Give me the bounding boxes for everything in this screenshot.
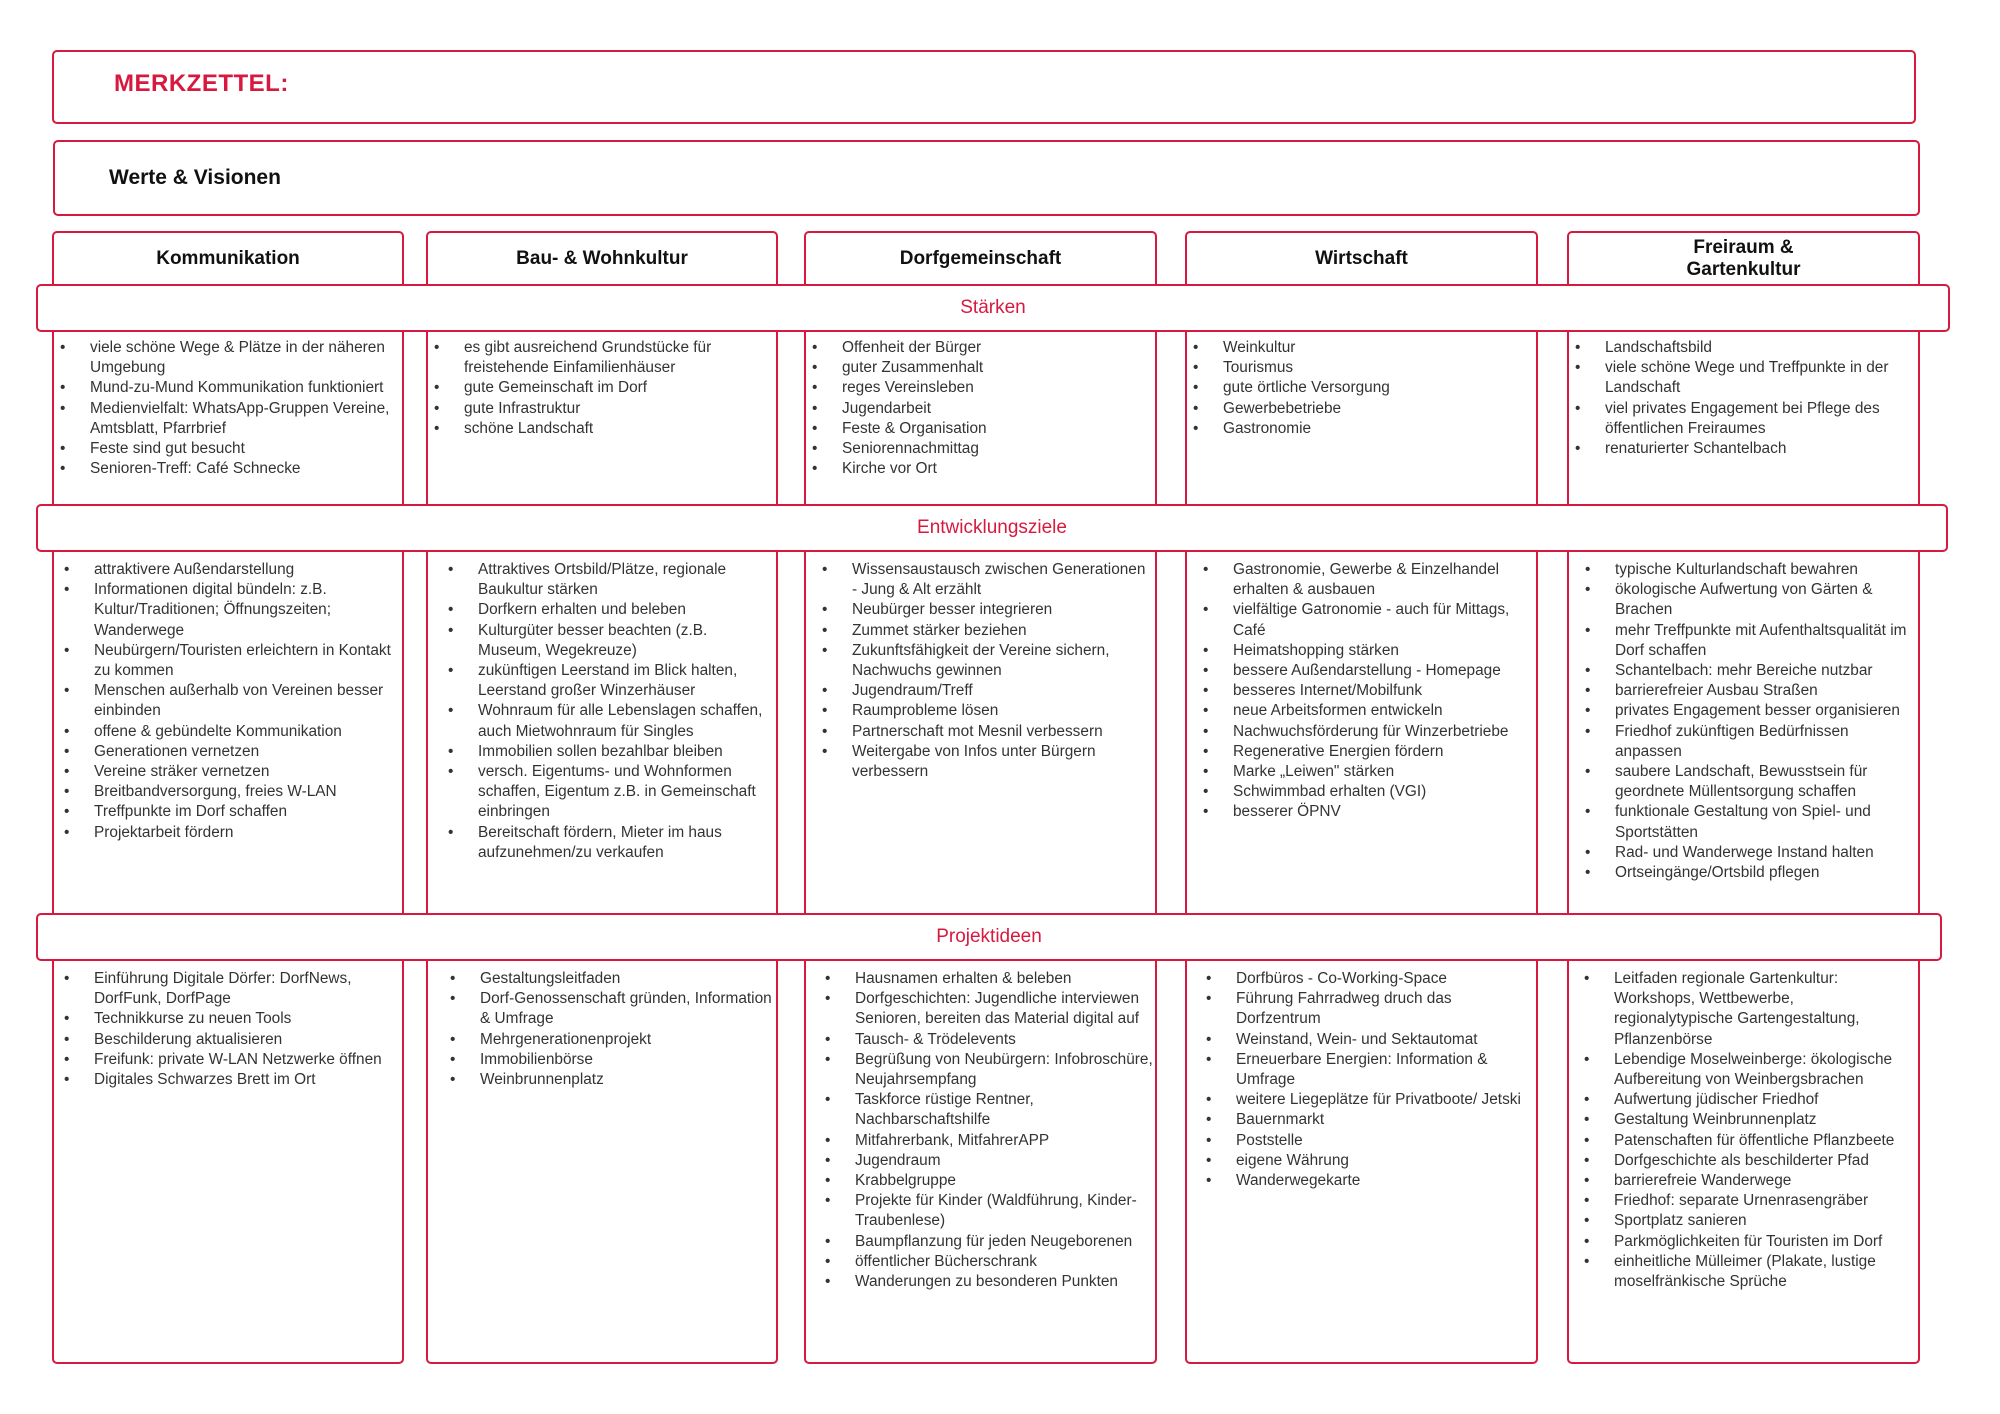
list-item: • Kirche vor Ort xyxy=(808,459,1153,479)
list-item: • Bereitschaft fördern, Mieter im haus aufzunehmen/zu verkaufen xyxy=(444,823,774,863)
list-item: • saubere Landschaft, Bewusstsein für geordnete Müllentsorgung schaffen xyxy=(1581,762,1916,802)
list-item: • Zukunftsfähigkeit der Vereine sichern, Nachwuchs gewinnen xyxy=(818,641,1153,681)
list-staerken-wirtschaft xyxy=(1189,338,1534,439)
list-item: • Weinbrunnenplatz xyxy=(446,1070,774,1090)
list-item: • Mund-zu-Mund Kommunikation funktioniert xyxy=(56,378,400,398)
page-title: MERKZETTEL: xyxy=(114,70,289,97)
list-item: • typische Kulturlandschaft bewahren xyxy=(1581,560,1916,580)
list-item: • Ortseingänge/Ortsbild pflegen xyxy=(1581,863,1916,883)
list-item: • Jugendraum/Treff xyxy=(818,681,1153,701)
list-staerken-kommunikation xyxy=(56,338,400,479)
list-item: • Breitbandversorgung, freies W-LAN xyxy=(60,782,400,802)
list-item: • Lebendige Moselweinberge: ökologische Aufbereitung von Weinbergsbrachen xyxy=(1580,1050,1916,1090)
list-item: • Landschaftsbild xyxy=(1571,338,1916,358)
list-item: • Baumpflanzung für jeden Neugeborenen xyxy=(821,1232,1153,1252)
band-staerken: Stärken xyxy=(36,284,1950,332)
list-item: • Menschen außerhalb von Vereinen besser einbinden xyxy=(60,681,400,721)
list-item: • Immobilienbörse xyxy=(446,1050,774,1070)
list-item: • Treffpunkte im Dorf schaffen xyxy=(60,802,400,822)
list-item: • Dorfbüros - Co-Working-Space xyxy=(1202,969,1534,989)
list-item: • schöne Landschaft xyxy=(430,419,774,439)
list-item: • besserer ÖPNV xyxy=(1199,802,1534,822)
list-item: • Dorfgeschichte als beschilderter Pfad xyxy=(1580,1151,1916,1171)
list-projekte-wirtschaft xyxy=(1202,969,1534,1191)
list-item: • attraktivere Außendarstellung xyxy=(60,560,400,580)
list-item: • Senioren-Treff: Café Schnecke xyxy=(56,459,400,479)
list-item: • Nachwuchsförderung für Winzerbetriebe xyxy=(1199,722,1534,742)
section-title: Werte & Visionen xyxy=(109,166,281,189)
list-item: • Rad- und Wanderwege Instand halten xyxy=(1581,843,1916,863)
band-projektideen: Projektideen xyxy=(36,913,1942,961)
list-item: • Krabbelgruppe xyxy=(821,1171,1153,1191)
list-item: • Generationen vernetzen xyxy=(60,742,400,762)
list-item: • Vereine sträker vernetzen xyxy=(60,762,400,782)
list-staerken-freiraum xyxy=(1571,338,1916,459)
list-item: • Poststelle xyxy=(1202,1131,1534,1151)
list-item: • Tourismus xyxy=(1189,358,1534,378)
list-item: • guter Zusammenhalt xyxy=(808,358,1153,378)
list-projekte-freiraum xyxy=(1580,969,1916,1292)
list-item: • Heimatshopping stärken xyxy=(1199,641,1534,661)
list-item: • Jugendarbeit xyxy=(808,399,1153,419)
list-item: • Regenerative Energien fördern xyxy=(1199,742,1534,762)
list-item: • ökologische Aufwertung von Gärten & Brachen xyxy=(1581,580,1916,620)
band-entwicklungsziele: Entwicklungsziele xyxy=(36,504,1948,552)
list-item: • Seniorennachmittag xyxy=(808,439,1153,459)
list-item: • eigene Währung xyxy=(1202,1151,1534,1171)
list-item: • renaturierter Schantelbach xyxy=(1571,439,1916,459)
list-item: • Wanderwegekarte xyxy=(1202,1171,1534,1191)
list-item: • Schwimmbad erhalten (VGI) xyxy=(1199,782,1534,802)
list-item: • Taskforce rüstige Rentner, Nachbarschaftshilfe xyxy=(821,1090,1153,1130)
list-item: • viel privates Engagement bei Pflege des öffentlichen Freiraumes xyxy=(1571,399,1916,439)
list-item: • Friedhof: separate Urnenrasengräber xyxy=(1580,1191,1916,1211)
list-item: • Einführung Digitale Dörfer: DorfNews, DorfFunk, DorfPage xyxy=(60,969,400,1009)
list-item: • es gibt ausreichend Grundstücke für freistehende Einfamilienhäuser xyxy=(430,338,774,378)
list-item: • Kulturgüter besser beachten (z.B. Museum, Wegekreuze) xyxy=(444,621,774,661)
list-item: • Partnerschaft mot Mesnil verbessern xyxy=(818,722,1153,742)
list-projekte-kommunikation xyxy=(60,969,400,1090)
list-item: • barrierefreier Ausbau Straßen xyxy=(1581,681,1916,701)
column-header: Wirtschaft xyxy=(1315,247,1408,269)
list-item: • Weitergabe von Infos unter Bürgern verbessern xyxy=(818,742,1153,782)
list-item: • versch. Eigentums- und Wohnformen schaffen, Eigentum z.B. in Gemeinschaft einbringen xyxy=(444,762,774,823)
list-item: • Mitfahrerbank, MitfahrerAPP xyxy=(821,1131,1153,1151)
list-item: • Wanderungen zu besonderen Punkten xyxy=(821,1272,1153,1292)
list-item: • gute Gemeinschaft im Dorf xyxy=(430,378,774,398)
list-item: • Attraktives Ortsbild/Plätze, regionale Baukultur stärken xyxy=(444,560,774,600)
list-item: • viele schöne Wege und Treffpunkte in der Landschaft xyxy=(1571,358,1916,398)
list-item: • Immobilien sollen bezahlbar bleiben xyxy=(444,742,774,762)
list-item: • öffentlicher Bücherschrank xyxy=(821,1252,1153,1272)
list-ziele-freiraum xyxy=(1581,560,1916,883)
list-item: • Leitfaden regionale Gartenkultur: Workshops, Wettbewerbe, regionalytypische Gartengestaltung, Pflanzenbörse xyxy=(1580,969,1916,1050)
list-item: • Marke „Leiwen" stärken xyxy=(1199,762,1534,782)
list-item: • reges Vereinsleben xyxy=(808,378,1153,398)
list-item: • weitere Liegeplätze für Privatboote/ Jetski xyxy=(1202,1090,1534,1110)
list-item: • Bauernmarkt xyxy=(1202,1110,1534,1130)
list-item: • Begrüßung von Neubürgern: Infobroschüre, Neujahrsempfang xyxy=(821,1050,1153,1090)
title-box xyxy=(52,50,1916,124)
list-item: • Digitales Schwarzes Brett im Ort xyxy=(60,1070,400,1090)
list-item: • Beschilderung aktualisieren xyxy=(60,1030,400,1050)
list-item: • neue Arbeitsformen entwickeln xyxy=(1199,701,1534,721)
list-item: • Informationen digital bündeln: z.B. Kultur/Traditionen; Öffnungszeiten; Wanderwege xyxy=(60,580,400,641)
list-item: • Feste sind gut besucht xyxy=(56,439,400,459)
list-item: • Gastronomie, Gewerbe & Einzelhandel erhalten & ausbauen xyxy=(1199,560,1534,600)
list-item: • Wohnraum für alle Lebenslagen schaffen, auch Mietwohnraum für Singles xyxy=(444,701,774,741)
list-item: • Tausch- & Trödelevents xyxy=(821,1030,1153,1050)
list-item: • Weinkultur xyxy=(1189,338,1534,358)
list-item: • offene & gebündelte Kommunikation xyxy=(60,722,400,742)
column-header: Kommunikation xyxy=(156,247,300,269)
list-item: • funktionale Gestaltung von Spiel- und Sportstätten xyxy=(1581,802,1916,842)
list-item: • Mehrgenerationenprojekt xyxy=(446,1030,774,1050)
list-item: • Patenschaften für öffentliche Pflanzbeete xyxy=(1580,1131,1916,1151)
list-item: • Führung Fahrradweg druch das Dorfzentrum xyxy=(1202,989,1534,1029)
list-item: • Projekte für Kinder (Waldführung, Kinder-Traubenlese) xyxy=(821,1191,1153,1231)
list-item: • Gastronomie xyxy=(1189,419,1534,439)
list-ziele-dorf xyxy=(818,560,1153,782)
list-item: • bessere Außendarstellung - Homepage xyxy=(1199,661,1534,681)
list-item: • privates Engagement besser organisieren xyxy=(1581,701,1916,721)
list-item: • mehr Treffpunkte mit Aufenthaltsqualität im Dorf schaffen xyxy=(1581,621,1916,661)
list-item: • Medienvielfalt: WhatsApp-Gruppen Vereine, Amtsblatt, Pfarrbrief xyxy=(56,399,400,439)
list-item: • Jugendraum xyxy=(821,1151,1153,1171)
list-ziele-kommunikation xyxy=(60,560,400,843)
list-item: • Dorfkern erhalten und beleben xyxy=(444,600,774,620)
list-item: • Feste & Organisation xyxy=(808,419,1153,439)
list-staerken-bau xyxy=(430,338,774,439)
list-item: • Friedhof zukünftigen Bedürfnissen anpassen xyxy=(1581,722,1916,762)
list-item: • Sportplatz sanieren xyxy=(1580,1211,1916,1231)
list-item: • Dorf-Genossenschaft gründen, Information & Umfrage xyxy=(446,989,774,1029)
list-item: • gute örtliche Versorgung xyxy=(1189,378,1534,398)
list-item: • Offenheit der Bürger xyxy=(808,338,1153,358)
list-item: • Neubürgern/Touristen erleichtern in Kontakt zu kommen xyxy=(60,641,400,681)
list-item: • Raumprobleme lösen xyxy=(818,701,1153,721)
list-item: • Freifunk: private W-LAN Netzwerke öffnen xyxy=(60,1050,400,1070)
list-item: • einheitliche Mülleimer (Plakate, lustige moselfränkische Sprüche xyxy=(1580,1252,1916,1292)
column-header: Dorfgemeinschaft xyxy=(899,247,1062,269)
list-item: • Parkmöglichkeiten für Touristen im Dorf xyxy=(1580,1232,1916,1252)
list-item: • zukünftigen Leerstand im Blick halten, Leerstand großer Winzerhäuser xyxy=(444,661,774,701)
list-item: • Zummet stärker beziehen xyxy=(818,621,1153,641)
section-box xyxy=(53,140,1920,216)
list-item: • Gestaltung Weinbrunnenplatz xyxy=(1580,1110,1916,1130)
list-item: • barrierefreie Wanderwege xyxy=(1580,1171,1916,1191)
list-item: • besseres Internet/Mobilfunk xyxy=(1199,681,1534,701)
list-item: • vielfältige Gatronomie - auch für Mittags, Café xyxy=(1199,600,1534,640)
column-header: Bau- & Wohnkultur xyxy=(516,247,688,269)
list-item: • Projektarbeit fördern xyxy=(60,823,400,843)
list-item: • Wissensaustausch zwischen Generationen - Jung & Alt erzählt xyxy=(818,560,1153,600)
list-projekte-bau xyxy=(446,969,774,1090)
list-ziele-bau xyxy=(444,560,774,863)
list-item: • Erneuerbare Energien: Information & Umfrage xyxy=(1202,1050,1534,1090)
list-item: • Dorfgeschichten: Jugendliche interviewen Senioren, bereiten das Material digital auf xyxy=(821,989,1153,1029)
list-ziele-wirtschaft xyxy=(1199,560,1534,823)
list-item: • viele schöne Wege & Plätze in der näheren Umgebung xyxy=(56,338,400,378)
list-item: • Technikkurse zu neuen Tools xyxy=(60,1009,400,1029)
list-item: • Schantelbach: mehr Bereiche nutzbar xyxy=(1581,661,1916,681)
list-item: • Neubürger besser integrieren xyxy=(818,600,1153,620)
list-item: • Hausnamen erhalten & beleben xyxy=(821,969,1153,989)
list-item: • Gewerbebetriebe xyxy=(1189,399,1534,419)
list-projekte-dorf xyxy=(821,969,1153,1292)
list-item: • gute Infrastruktur xyxy=(430,399,774,419)
list-staerken-dorf xyxy=(808,338,1153,479)
list-item: • Gestaltungsleitfaden xyxy=(446,969,774,989)
list-item: • Aufwertung jüdischer Friedhof xyxy=(1580,1090,1916,1110)
column-header: Freiraum & Gartenkultur xyxy=(1686,236,1801,280)
list-item: • Weinstand, Wein- und Sektautomat xyxy=(1202,1030,1534,1050)
